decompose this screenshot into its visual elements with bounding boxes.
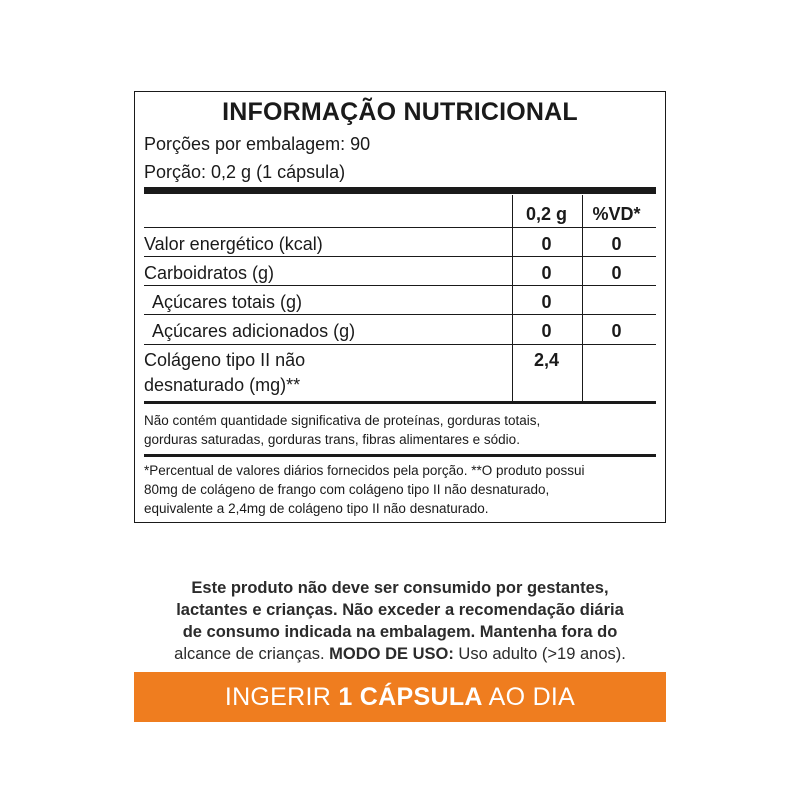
- nutrient-name: Açúcares adicionados (g): [152, 321, 356, 341]
- servings-per-package: Porções por embalagem: 90: [144, 134, 371, 154]
- banner-suffix: AO DIA: [482, 683, 576, 711]
- warning-text-normal: alcance de crianças.: [174, 645, 330, 663]
- column-divider: [582, 195, 583, 401]
- dosage-banner: [134, 672, 666, 722]
- warning-text-normal: Uso adulto (>19 anos).: [453, 645, 626, 663]
- nutrient-amount: 0: [541, 292, 552, 312]
- row-divider: [144, 256, 656, 257]
- nutrient-name: Valor energético (kcal): [144, 234, 323, 254]
- note-line: Não contém quantidade significativa de proteínas, gorduras totais,: [144, 413, 541, 428]
- section-divider: [144, 454, 656, 457]
- column-divider: [512, 195, 513, 401]
- warning-line: de consumo indicada na embalagem. Mantenha fora do: [182, 623, 618, 641]
- nutrient-amount: 0: [541, 321, 552, 341]
- nutrient-dv: 0: [611, 321, 622, 341]
- insignificant-nutrients-note: [144, 411, 659, 449]
- warning-line: lactantes e crianças. Não exceder a recomendação diária: [176, 601, 624, 619]
- nutrient-name-line2: desnaturado (mg)**: [144, 375, 301, 395]
- banner-prefix: INGERIR: [224, 683, 339, 711]
- footnote-line: *Percentual de valores diários fornecidos pela porção. **O produto possui: [144, 463, 585, 478]
- warning-text: [130, 577, 670, 665]
- table-title: INFORMAÇÃO NUTRICIONAL: [222, 98, 578, 126]
- note-line: gorduras saturadas, gorduras trans, fibras alimentares e sódio.: [144, 432, 520, 447]
- nutrient-amount: 0: [541, 263, 552, 283]
- footnote-line: equivalente a 2,4mg de colágeno tipo II não desnaturado.: [144, 501, 489, 516]
- row-divider: [144, 344, 656, 345]
- column-header-dv: %VD*: [592, 204, 641, 224]
- column-header-amount: 0,2 g: [525, 204, 568, 224]
- nutrient-amount: 2,4: [533, 350, 560, 370]
- nutrition-facts-table: [134, 91, 666, 523]
- thick-divider: [144, 187, 656, 194]
- row-divider: [144, 227, 656, 228]
- row-divider: [144, 285, 656, 286]
- nutrient-dv: 0: [611, 234, 622, 254]
- section-divider: [144, 401, 656, 404]
- row-divider: [144, 314, 656, 315]
- serving-size: Porção: 0,2 g (1 cápsula): [144, 162, 346, 182]
- footnote-line: 80mg de colágeno de frango com colágeno tipo II não desnaturado,: [144, 482, 550, 497]
- banner-dose: 1 CÁPSULA: [338, 683, 483, 711]
- warning-line: [130, 643, 670, 665]
- nutrient-name-line1: Colágeno tipo II não: [144, 350, 306, 370]
- nutrient-amount: 0: [541, 234, 552, 254]
- nutrient-name: Carboidratos (g): [144, 263, 275, 283]
- warning-line: Este produto não deve ser consumido por gestantes,: [191, 579, 609, 597]
- nutrient-name: Açúcares totais (g): [152, 292, 303, 312]
- footnote: [144, 461, 659, 518]
- usage-mode-label: MODO DE USO:: [329, 645, 454, 663]
- nutrient-dv: 0: [611, 263, 622, 283]
